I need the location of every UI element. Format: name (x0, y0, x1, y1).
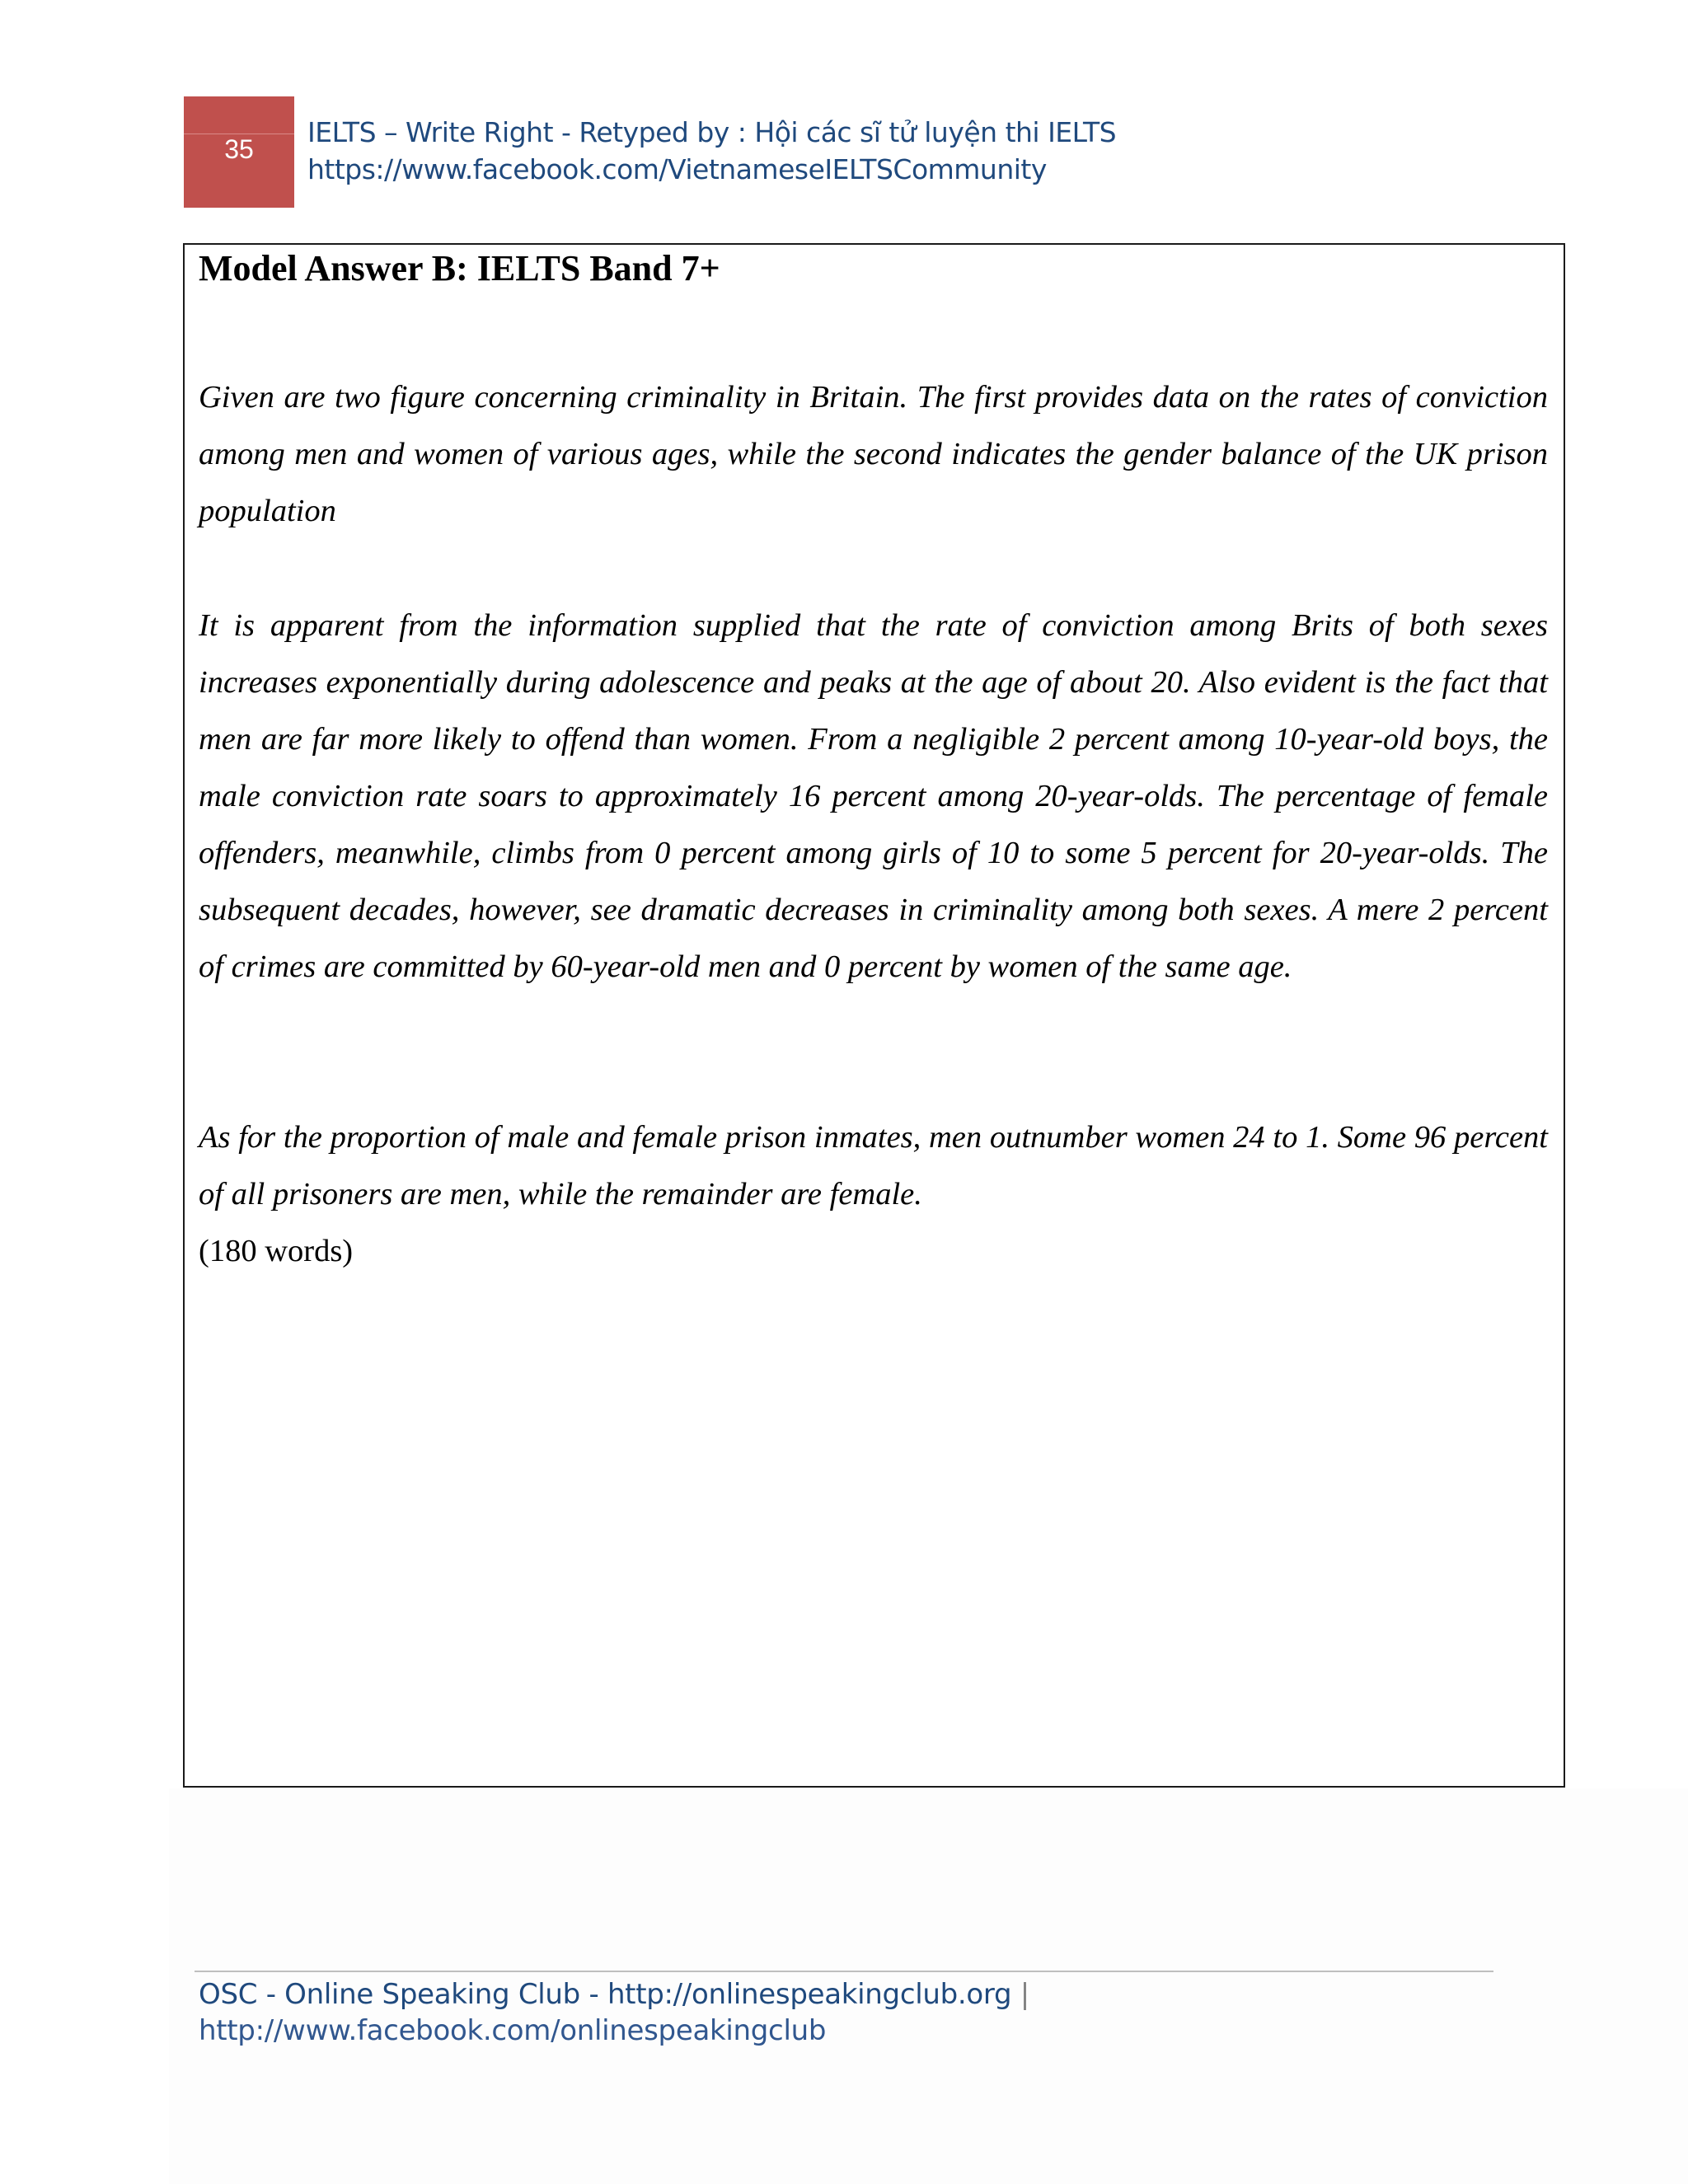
section-heading: Model Answer B: IELTS Band 7+ (199, 248, 720, 288)
footer-link-website[interactable]: OSC - Online Speaking Club - http://onlinespeakingclub.org (199, 1978, 1012, 2011)
running-header (307, 114, 1116, 188)
header-title: IELTS – Write Right - Retyped by : Hội các sĩ tử luyện thi IELTS (307, 116, 1117, 148)
page-number: 35 (224, 134, 254, 164)
page-footer (199, 1976, 1029, 2049)
footer-separator: | (1020, 1978, 1029, 2011)
paragraph-intro: Given are two figure concerning criminality in Britain. The first provides data on the rates of conviction among men and women of various ages, while the second indicates the gender balance of the UK prison population (199, 380, 1548, 528)
paragraph-body: It is apparent from the information supplied that the rate of conviction among Brits of both sexes increases exponentially during adolescence and peaks at the age of about 20. Also evident is the fact that men are far more likely to offend than women. From a negligible 2 percent among 10-year-old boys, the male conviction rate soars to approximately 16 percent among 20-year-olds. The percentage of female offenders, meanwhile, climbs from 0 percent among girls of 10 to some 5 percent for 20-year-olds. The subsequent decades, however, see dramatic decreases in criminality among both sexes. A mere 2 percent of crimes are committed by 60-year-old men and 0 percent by women of the same age. (199, 608, 1548, 984)
header-link[interactable]: https://www.facebook.com/VietnameseIELTSCommunity (307, 153, 1047, 185)
footer-link-facebook[interactable]: http://www.facebook.com/onlinespeakingclub (199, 2014, 827, 2047)
page-number-badge (184, 96, 294, 208)
word-count: (180 words) (199, 1234, 354, 1268)
paragraph-conclusion: As for the proportion of male and female prison inmates, men outnumber women 24 to 1. Some 96 percent of all prisoners are men, while the remainder are female. (199, 1120, 1548, 1212)
footer-divider (195, 1971, 1493, 1972)
